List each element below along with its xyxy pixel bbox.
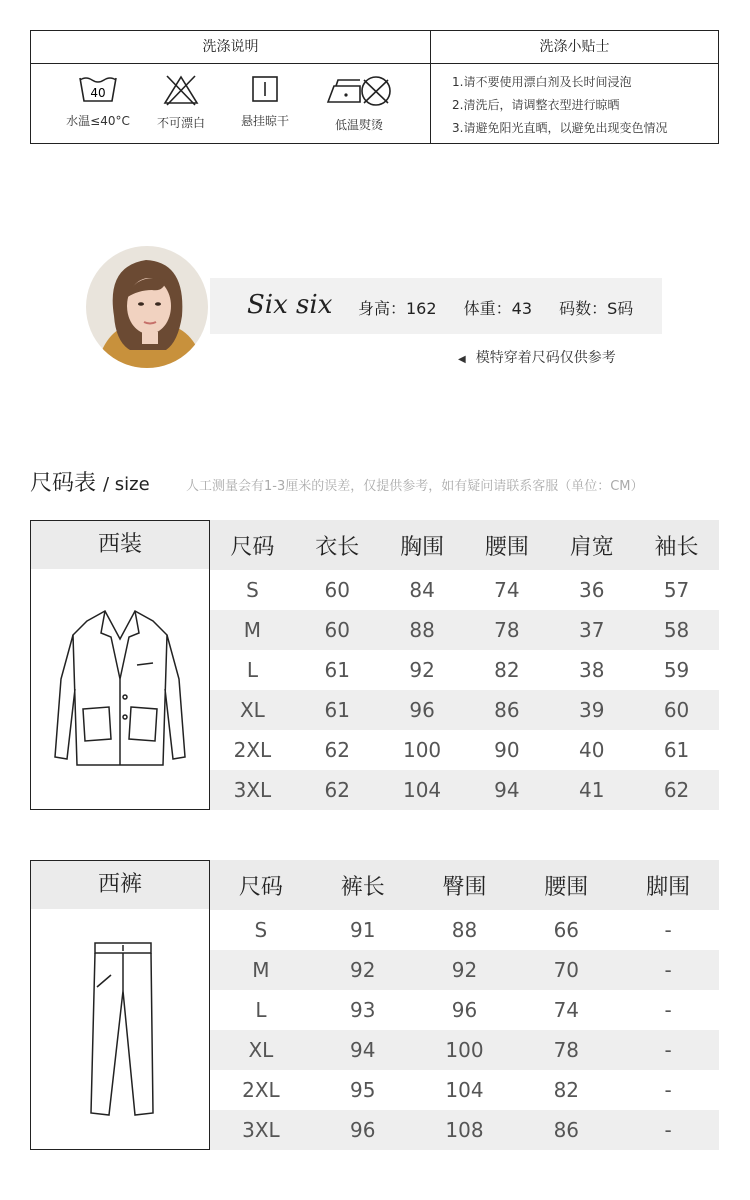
table-cell: S (254, 918, 268, 942)
table-cell: 92 (349, 958, 376, 982)
care-item-low-iron (319, 74, 399, 133)
care-tips (452, 71, 667, 140)
care-item-wash (58, 74, 138, 129)
table-cell: 86 (553, 1118, 580, 1142)
model-note (458, 347, 616, 367)
no-bleach-icon (161, 74, 201, 106)
model-signature: Six six (247, 290, 333, 320)
table-cell: 61 (663, 738, 690, 762)
suit-table-header (210, 520, 719, 570)
table-cell: 78 (494, 618, 520, 642)
table-cell: 96 (349, 1118, 376, 1142)
table-row (210, 610, 719, 650)
col-header: 尺码 (238, 874, 283, 900)
table-row (210, 690, 719, 730)
table-cell: 100 (402, 738, 442, 762)
table-cell: 84 (409, 578, 435, 602)
model-avatar (86, 246, 208, 368)
table-cell: 82 (494, 658, 520, 682)
care-label-hang-dry: 悬挂晾干 (240, 114, 289, 128)
table-cell: 66 (553, 918, 580, 942)
col-header: 腰围 (484, 534, 529, 560)
table-row (210, 910, 719, 950)
table-row (210, 1070, 719, 1110)
care-header-left: 洗涤说明 (202, 39, 259, 55)
table-cell: 3XL (242, 1118, 280, 1142)
table-cell: M (243, 618, 262, 642)
table-cell: 104 (402, 778, 442, 802)
suit-label: 西装 (31, 521, 209, 569)
table-cell: 2XL (233, 738, 272, 762)
care-tip: 2.清洗后，请调整衣型进行晾晒 (452, 98, 620, 112)
table-cell: 108 (445, 1118, 484, 1142)
table-cell: 40 (579, 738, 605, 762)
table-cell: - (664, 998, 672, 1022)
table-cell: 70 (553, 958, 580, 982)
table-cell: XL (239, 698, 265, 722)
table-cell: 86 (494, 698, 520, 722)
table-cell: S (246, 578, 259, 602)
table-cell: M (252, 958, 270, 982)
table-cell: 3XL (233, 778, 272, 802)
triangle-left-icon: ◀ (458, 354, 466, 365)
table-cell: 38 (579, 658, 605, 682)
wash-40-icon (78, 74, 118, 104)
table-cell: 61 (324, 698, 350, 722)
col-header: 脚围 (646, 874, 691, 900)
model-stats (358, 296, 633, 319)
care-header-right: 洗涤小贴士 (539, 39, 610, 55)
care-tip: 3.请避免阳光直晒，以避免出现变色情况 (452, 121, 668, 135)
pants-table-header (210, 860, 719, 910)
table-cell: 58 (663, 618, 690, 642)
table-cell: 93 (349, 998, 376, 1022)
table-cell: 94 (349, 1038, 376, 1062)
col-header: 肩宽 (569, 534, 614, 560)
table-cell: - (664, 918, 672, 942)
table-cell: 60 (324, 618, 350, 642)
table-cell: 88 (451, 918, 478, 942)
table-cell: 41 (579, 778, 605, 802)
table-cell: 90 (494, 738, 520, 762)
table-cell: 92 (409, 658, 435, 682)
size-chart-title-en: / size (103, 474, 150, 495)
col-header: 腰围 (544, 874, 589, 900)
table-row (210, 650, 719, 690)
care-tip: 1.请不要使用漂白剂及长时间浸泡 (452, 75, 632, 89)
table-cell: 37 (579, 618, 605, 642)
col-header: 裤长 (340, 874, 385, 900)
table-cell: - (664, 1038, 672, 1062)
size-chart-title (30, 466, 150, 497)
table-cell: 95 (349, 1078, 376, 1102)
table-cell: 59 (663, 658, 690, 682)
table-cell: 92 (451, 958, 478, 982)
care-table (30, 30, 719, 144)
care-label-wash: 水温≤40°C (66, 114, 130, 128)
care-item-no-bleach (141, 74, 221, 131)
table-row (210, 1030, 719, 1070)
table-cell: 91 (349, 918, 376, 942)
table-cell: - (664, 1078, 672, 1102)
table-cell: 82 (553, 1078, 580, 1102)
model-height: 身高：162 (358, 299, 437, 318)
table-cell: - (664, 958, 672, 982)
table-cell: 88 (409, 618, 435, 642)
table-cell: XL (248, 1038, 274, 1062)
table-row (210, 990, 719, 1030)
table-cell: - (664, 1118, 672, 1142)
table-row (210, 570, 719, 610)
table-cell: 36 (579, 578, 605, 602)
table-cell: 74 (553, 998, 580, 1022)
col-header: 臀围 (442, 874, 487, 900)
table-cell: 96 (451, 998, 478, 1022)
table-row (210, 1110, 719, 1150)
pants-icon (31, 909, 209, 1149)
care-label-no-bleach: 不可漂白 (156, 116, 205, 130)
table-cell: 62 (663, 778, 690, 802)
care-icons (31, 64, 430, 143)
table-cell: 60 (324, 578, 350, 602)
table-cell: L (246, 658, 258, 682)
table-row (210, 770, 719, 810)
hang-dry-icon (250, 74, 280, 104)
col-header: 衣长 (315, 534, 360, 560)
table-cell: 94 (494, 778, 520, 802)
table-cell: L (255, 998, 267, 1022)
table-cell: 39 (579, 698, 605, 722)
low-iron-icon (324, 74, 394, 108)
care-item-hang-dry (225, 74, 305, 129)
suit-image-box (30, 520, 210, 810)
table-cell: 61 (324, 658, 350, 682)
table-row (210, 950, 719, 990)
table-cell: 104 (445, 1078, 484, 1102)
size-chart-title-cn: 尺码表 (30, 471, 97, 496)
col-header: 袖长 (654, 534, 699, 560)
model-weight: 体重：43 (463, 299, 533, 318)
table-cell: 100 (445, 1038, 484, 1062)
col-header: 尺码 (230, 534, 275, 560)
table-cell: 74 (494, 578, 520, 602)
model-note-text: 模特穿着尺码仅供参考 (475, 350, 616, 366)
col-header: 胸围 (400, 534, 445, 560)
svg-text:40: 40 (90, 86, 106, 100)
pants-size-table (210, 860, 719, 1150)
table-cell: 62 (324, 778, 350, 802)
suit-size-table (210, 520, 719, 810)
table-cell: 96 (409, 698, 435, 722)
table-cell: 2XL (242, 1078, 280, 1102)
pants-image-box (30, 860, 210, 1150)
table-cell: 62 (324, 738, 350, 762)
model-size: 码数：S码 (559, 299, 634, 318)
suit-jacket-icon (31, 569, 209, 809)
table-cell: 60 (663, 698, 690, 722)
care-label-low-iron: 低温熨烫 (334, 118, 383, 132)
table-cell: 57 (663, 578, 690, 602)
table-row (210, 730, 719, 770)
size-chart-desc: 人工测量会有1-3厘米的误差，仅提供参考，如有疑问请联系客服（单位：CM） (186, 479, 644, 494)
table-cell: 78 (553, 1038, 580, 1062)
pants-label: 西裤 (31, 861, 209, 909)
